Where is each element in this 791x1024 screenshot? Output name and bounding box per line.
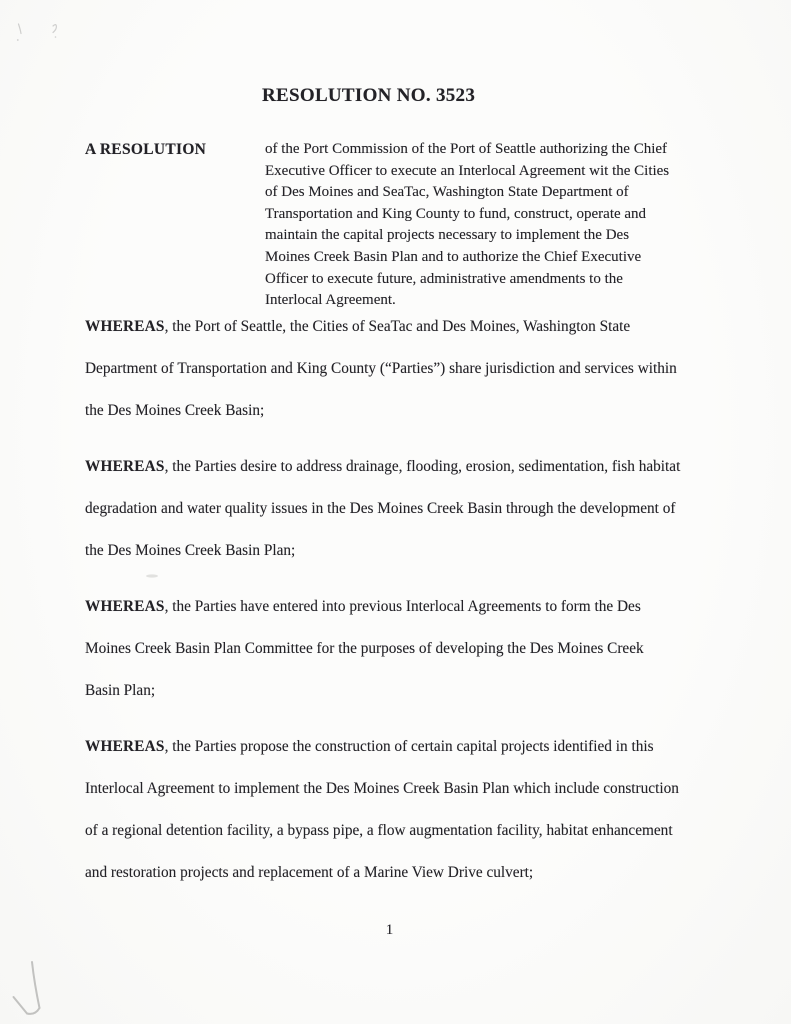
text-line-content: , the Parties propose the construction of certain capital projects identified in this (164, 738, 654, 755)
whereas-paragraph-1 (85, 306, 745, 432)
page-number: 1 (385, 922, 394, 938)
resolution-summary-line: of the Port Commission of the Port of Seattle authorizing the Chief (265, 141, 668, 157)
text-line (85, 446, 745, 488)
whereas-lead: WHEREAS (85, 318, 165, 335)
pen-mark-bottom-left (14, 962, 40, 1014)
text-line-content: , the Parties have entered into previous Interlocal Agreements to form the Des (164, 598, 641, 615)
text-line-content: , the Parties desire to address drainage, flooding, erosion, sedimentation, fish habitat (164, 458, 681, 475)
resolution-summary-line: Transportation and King County to fund, construct, operate and (265, 205, 647, 222)
whereas-lead: WHEREAS (85, 738, 165, 755)
text-line: the Des Moines Creek Basin; (85, 402, 265, 419)
text-line: Basin Plan; (85, 682, 156, 699)
text-line: Department of Transportation and King County (“Parties”) share jurisdiction and services within (85, 360, 677, 377)
text-line: degradation and water quality issues in the Des Moines Creek Basin through the development of (85, 500, 676, 517)
text-line: Interlocal Agreement to implement the Des Moines Creek Basin Plan which include construction (85, 780, 679, 797)
resolution-summary-line: maintain the capital projects necessary to implement the Des (265, 227, 630, 244)
whereas-paragraph-3 (85, 586, 745, 712)
resolution-label: A RESOLUTION (85, 141, 207, 158)
resolution-summary-line: Officer to execute future, administrative amendments to the (265, 270, 623, 287)
resolution-summary (265, 139, 725, 312)
text-line (85, 726, 745, 768)
text-line: of a regional detention facility, a bypass pipe, a flow augmentation facility, habitat enhancement (85, 822, 673, 839)
pencil-mark-top-left (17, 24, 57, 41)
whereas-paragraph-2 (85, 446, 745, 572)
resolution-summary-line: Executive Officer to execute an Interlocal Agreement wit the Cities (265, 162, 670, 179)
document-title: RESOLUTION NO. 3523 (262, 85, 476, 106)
text-line: Moines Creek Basin Plan Committee for the purposes of developing the Des Moines Creek (85, 640, 644, 657)
whereas-lead: WHEREAS (85, 598, 165, 615)
resolution-summary-line: Moines Creek Basin Plan and to authorize the Chief Executive (265, 248, 642, 265)
whereas-lead: WHEREAS (85, 458, 165, 475)
text-line: and restoration projects and replacement of a Marine View Drive culvert; (85, 864, 534, 881)
resolution-summary-line: of Des Moines and SeaTac, Washington State Department of (265, 184, 629, 201)
text-line: the Des Moines Creek Basin Plan; (85, 542, 296, 559)
text-line (85, 586, 745, 628)
text-line-content: , the Port of Seattle, the Cities of SeaTac and Des Moines, Washington State (164, 318, 631, 335)
whereas-paragraph-4 (85, 726, 745, 894)
resolution-summary-line: Interlocal Agreement. (265, 292, 396, 309)
text-line (85, 306, 745, 348)
scan-smudge (146, 574, 158, 577)
